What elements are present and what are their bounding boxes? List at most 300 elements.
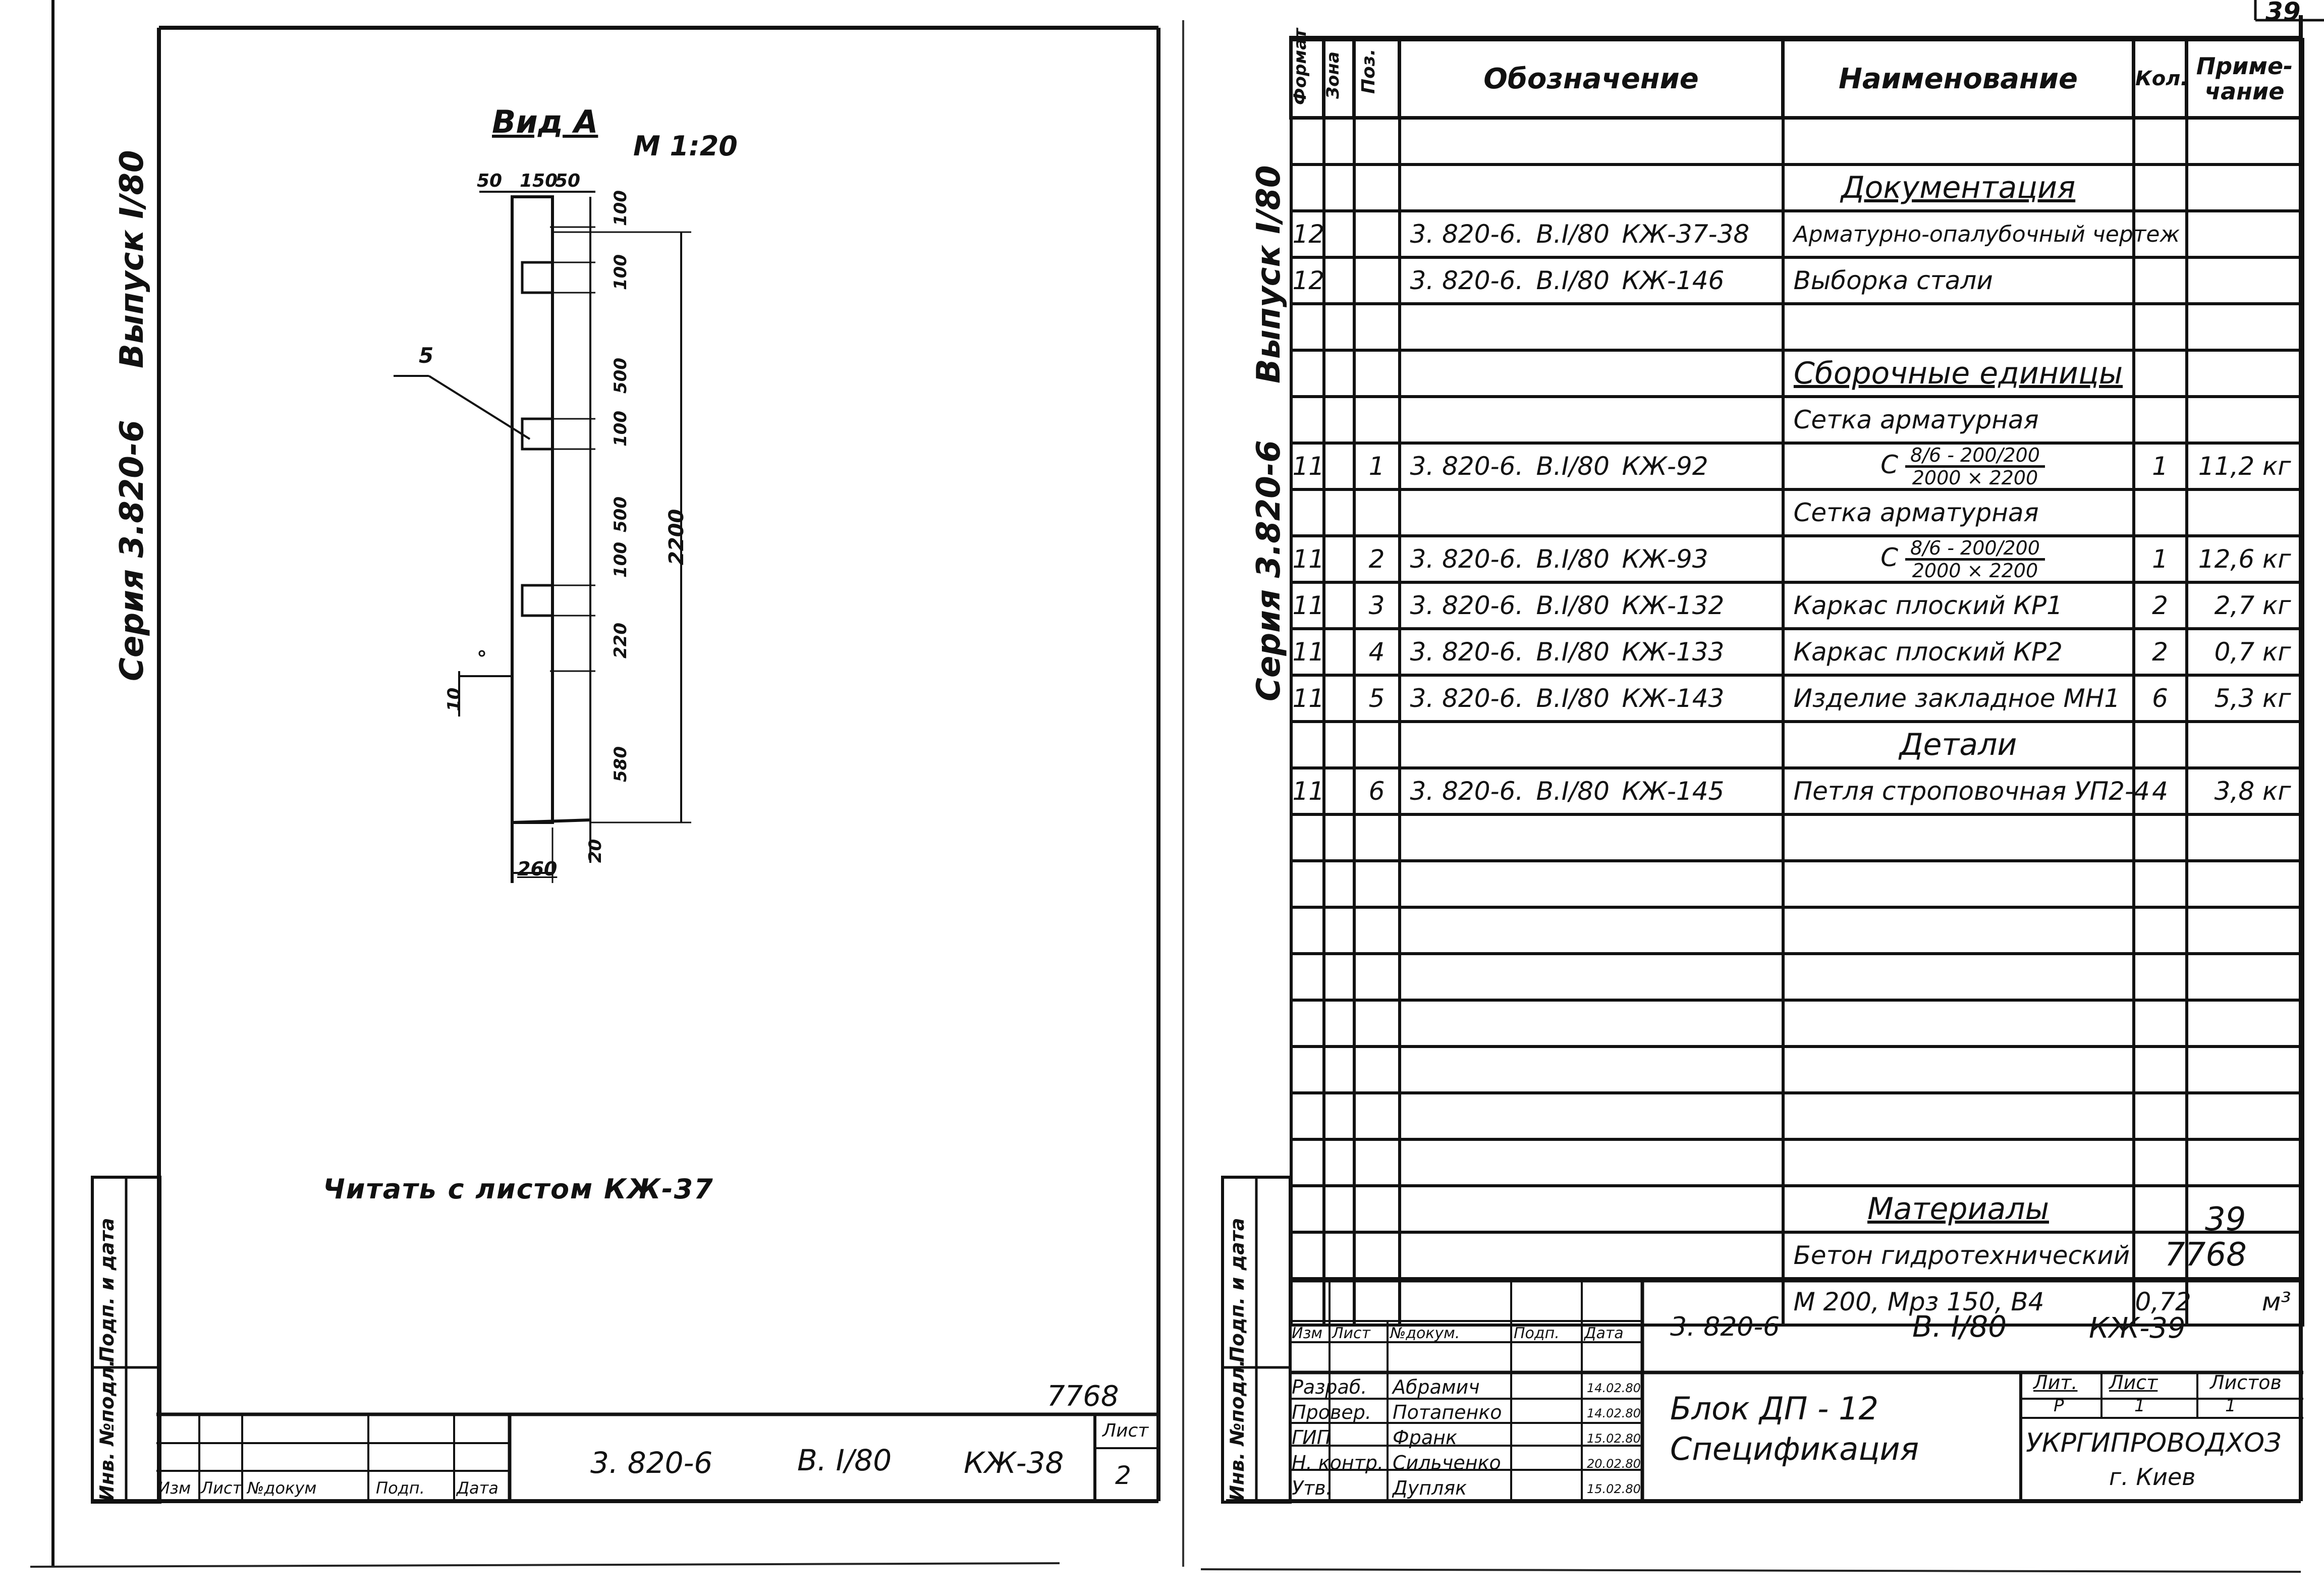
mesh-fraction-numerator: 8/6 - 200/200 [1905,445,2045,468]
empty-cell [2187,954,2303,1000]
left-stamp-issue: В. I/80 [797,1443,892,1477]
left-stamp-h-sign: Подп. [376,1478,425,1498]
note-cell: 0,7 кг [2187,629,2303,675]
person-name: Потапенко [1393,1401,1502,1423]
person-date: 14.02.80 [1587,1406,1641,1420]
name-cell: Бетон гидротехнический [1783,1232,2134,1279]
name-cell: Арматурно-опалубочный чертеж [1783,211,2134,257]
empty-cell [1400,304,1783,350]
empty-cell [1400,1186,1783,1232]
empty-cell [2187,118,2303,165]
empty-cell [1354,954,1400,1000]
spec-row [1291,1232,2303,1279]
right-series-label: Серия 3.820-6 [1250,440,1288,701]
qty-cell: 4 [2134,768,2187,814]
empty-cell [1400,1000,1783,1047]
pos-cell: 4 [1354,629,1400,675]
mesh-prefix: С [1880,450,1899,479]
empty-cell [2134,350,2187,397]
view-title: Вид А [492,103,598,140]
format-cell: 12 [1291,211,1324,257]
right-stamp-h-doc: №докум. [1390,1325,1460,1342]
empty-cell [1400,722,1783,768]
designation-cell [1400,675,1783,722]
designation-cell [1400,257,1783,304]
dim-top-3: 50 [555,171,581,191]
right-stamp-city: г. Киев [2109,1463,2196,1491]
empty-cell [1354,1093,1400,1139]
dim-right-7: 220 [611,623,631,658]
spec-row [1291,814,2303,861]
empty-cell [1354,1186,1400,1232]
section-title: Материалы [1783,1186,2134,1232]
designation-cell [1400,1232,1783,1279]
left-stamp-h-date: Дата [457,1478,499,1498]
zone-cell [1324,582,1354,629]
empty-cell [1354,118,1400,165]
right-stamp-h-sign: Подп. [1514,1325,1560,1342]
designation-code: 3. 820-6. [1410,266,1524,295]
format-cell: 11 [1291,536,1324,582]
zone-cell [1324,675,1354,722]
spec-row [1291,768,2303,814]
empty-cell [1354,1047,1400,1093]
person-date: 20.02.80 [1587,1457,1641,1471]
spec-row [1291,1139,2303,1186]
spec-row [1291,397,2303,443]
designation-cell [1400,768,1783,814]
spec-table [1289,28,2304,1327]
empty-cell [1783,1047,2134,1093]
mesh-fraction-denominator: 2000 × 2200 [1912,466,2038,489]
lit-value-lit: Р [2054,1396,2064,1416]
spec-row [1291,722,2303,768]
right-stamp-title2: Спецификация [1670,1430,1919,1467]
right-issue-label: Выпуск I/80 [1250,165,1288,383]
dim-right-2: 100 [611,254,631,290]
designation-code: 3. 820-6. [1410,684,1524,713]
designation-sheet: КЖ-146 [1622,266,1725,295]
format-cell [1291,397,1324,443]
right-stamp-h-date: Дата [1584,1325,1624,1342]
left-stamp-h-doc: №докум [247,1478,317,1498]
left-inv-label: Инв. №подл. [96,1359,118,1501]
empty-cell [2187,1047,2303,1093]
right-stamp-h-izm: Изм [1292,1325,1323,1342]
zone-cell [1324,489,1354,536]
empty-cell [1400,814,1783,861]
designation-volume: В.I/80 [1536,777,1610,806]
dim-right-6: 100 [611,542,631,578]
read-with-note: Читать с листом КЖ-37 [323,1173,714,1205]
zone-cell [1324,397,1354,443]
designation-sheet: КЖ-133 [1622,637,1725,667]
lit-header-lit: Лит. [2033,1371,2078,1394]
format-cell: 11 [1291,582,1324,629]
format-cell: 11 [1291,675,1324,722]
empty-cell [2134,907,2187,954]
qty-cell: 2 [2134,629,2187,675]
note-cell [2187,489,2303,536]
format-cell: 11 [1291,443,1324,489]
empty-cell [1324,1000,1354,1047]
qty-cell [2134,257,2187,304]
empty-cell [1291,954,1324,1000]
empty-cell [1783,118,2134,165]
qty-cell [2134,489,2187,536]
designation-volume: В.I/80 [1536,266,1610,295]
zone-cell [1324,629,1354,675]
spec-row [1291,118,2303,165]
designation-cell [1400,443,1783,489]
mesh-fraction-numerator: 8/6 - 200/200 [1905,538,2045,561]
dim-top-2: 150 [520,171,558,191]
note-cell: м³ [2187,1279,2303,1325]
corner-page-number: 39 [2265,0,2301,26]
left-series-label: Серия 3.820-6 [114,420,151,681]
spec-header-row [1291,40,2303,118]
right-stamp-h-list: Лист [1332,1325,1371,1342]
designation-sheet: КЖ-143 [1622,684,1725,713]
spec-row [1291,582,2303,629]
empty-cell [1400,954,1783,1000]
designation-sheet: КЖ-37-38 [1622,219,1750,249]
name-cell: Каркас плоский КР1 [1783,582,2134,629]
name-cell [1783,443,2134,489]
empty-cell [1354,861,1400,907]
empty-cell [1324,861,1354,907]
empty-cell [1400,164,1783,211]
empty-cell [1291,304,1324,350]
empty-cell [2187,907,2303,954]
empty-cell [1291,118,1324,165]
empty-cell [1324,1186,1354,1232]
empty-cell [1324,1139,1354,1186]
name-cell [1783,536,2134,582]
format-cell: 11 [1291,768,1324,814]
left-stamp-sheetcode: КЖ-38 [964,1446,1064,1480]
spec-row [1291,954,2303,1000]
left-stamp-sheet-num: 2 [1115,1461,1131,1490]
pos-cell [1354,1232,1400,1279]
empty-cell [1354,722,1400,768]
empty-cell [2134,1000,2187,1047]
empty-cell [1324,722,1354,768]
qty-cell: 1 [2134,443,2187,489]
designation-volume: В.I/80 [1536,219,1610,249]
empty-cell [1291,1000,1324,1047]
name-cell: Петля строповочная УП2-4 [1783,768,2134,814]
designation-sheet: КЖ-92 [1622,452,1708,481]
empty-cell [1324,954,1354,1000]
section-title: Детали [1783,722,2134,768]
empty-cell [2187,861,2303,907]
right-stamp-org: УКРГИПРОВОДХОЗ [2026,1428,2282,1458]
designation-sheet: КЖ-132 [1622,591,1725,620]
empty-cell [2134,954,2187,1000]
name-cell: Изделие закладное МН1 [1783,675,2134,722]
qty-cell: 2 [2134,582,2187,629]
header-format: Формат [1291,40,1324,118]
empty-cell [1291,164,1324,211]
right-stamp-code: 3. 820-6 [1670,1312,1780,1342]
callout-5: 5 [419,343,434,368]
empty-cell [2187,722,2303,768]
dim-right-4: 100 [611,411,631,447]
person-role: ГИП [1292,1426,1332,1449]
empty-cell [1291,861,1324,907]
empty-cell [2134,1186,2187,1232]
note-cell: 3,8 кг [2187,768,2303,814]
dim-right-3: 500 [611,358,631,394]
lit-value-sheets: 1 [2225,1396,2236,1416]
designation-sheet: КЖ-93 [1622,544,1708,574]
header-name: Наименование [1783,40,2134,118]
qty-cell: 6 [2134,675,2187,722]
pos-cell: 3 [1354,582,1400,629]
header-zone: Зона [1324,40,1354,118]
empty-cell [1783,1139,2134,1186]
spec-row [1291,536,2303,582]
empty-cell [1354,907,1400,954]
pos-cell [1354,211,1400,257]
spec-row [1291,675,2303,722]
empty-cell [2134,814,2187,861]
empty-cell [1400,1047,1783,1093]
left-stamp-h-izm: Изм [158,1478,191,1498]
view-scale: М 1:20 [633,130,738,162]
empty-cell [1783,814,2134,861]
empty-cell [1354,1000,1400,1047]
designation-cell [1400,397,1783,443]
spec-row [1291,164,2303,211]
empty-cell [2134,304,2187,350]
empty-cell [1324,814,1354,861]
empty-cell [1324,164,1354,211]
person-role: Утв. [1292,1477,1332,1499]
person-name: Сильченко [1393,1452,1501,1474]
header-qty: Кол. [2134,40,2187,118]
person-name: Дупляк [1393,1477,1467,1499]
person-date: 14.02.80 [1587,1381,1641,1395]
pos-cell: 5 [1354,675,1400,722]
note-cell [2187,211,2303,257]
person-name: Абрамич [1393,1376,1480,1398]
lit-value-sheet: 1 [2134,1396,2145,1416]
pos-cell [1354,489,1400,536]
empty-cell [1783,1093,2134,1139]
empty-cell [2134,1047,2187,1093]
left-stamp-code: 3. 820-6 [590,1446,713,1480]
empty-cell [1400,1139,1783,1186]
zone-cell [1324,443,1354,489]
designation-code: 3. 820-6. [1410,219,1524,249]
spec-row [1291,907,2303,954]
empty-cell [1291,1139,1324,1186]
empty-cell [2134,1139,2187,1186]
designation-code: 3. 820-6. [1410,452,1524,481]
right-inv-label: Инв. №подл. [1226,1359,1248,1501]
zone-cell [1324,536,1354,582]
note-cell: 5,3 кг [2187,675,2303,722]
name-cell: Сетка арматурная [1783,397,2134,443]
empty-cell [1291,350,1324,397]
lit-header-sheet: Лист [2109,1371,2158,1394]
empty-cell [2134,722,2187,768]
zone-cell [1324,257,1354,304]
left-stamp-number: 7768 [1047,1380,1119,1413]
spec-row [1291,1000,2303,1047]
mesh-prefix: С [1880,542,1899,572]
spec-row [1291,257,2303,304]
right-stamp-title1: Блок ДП - 12 [1670,1390,1878,1427]
empty-cell [1291,722,1324,768]
dim-right-5: 500 [611,497,631,532]
header-designation: Обозначение [1400,40,1783,118]
zone-cell [1324,768,1354,814]
designation-cell [1400,536,1783,582]
empty-cell [2187,1139,2303,1186]
name-cell: Выборка стали [1783,257,2134,304]
designation-code: 3. 820-6. [1410,637,1524,667]
spec-row [1291,304,2303,350]
qty-cell [2134,397,2187,443]
empty-cell [2187,814,2303,861]
designation-volume: В.I/80 [1536,637,1610,667]
spec-row [1291,489,2303,536]
empty-cell [2134,164,2187,211]
mesh-fraction-denominator: 2000 × 2200 [1912,559,2038,582]
empty-cell [1783,304,2134,350]
empty-cell [1291,1047,1324,1093]
section-title: Документация [1783,164,2134,211]
empty-cell [1400,907,1783,954]
empty-cell [1291,814,1324,861]
handwritten-7768: 7768 [2165,1236,2247,1274]
empty-cell [1783,861,2134,907]
empty-cell [1783,907,2134,954]
dim-right-1: 100 [611,190,631,226]
spec-row [1291,350,2303,397]
empty-cell [1324,1093,1354,1139]
designation-cell [1400,582,1783,629]
empty-cell [1291,1186,1324,1232]
pos-cell: 6 [1354,768,1400,814]
lit-header-sheets: Листов [2210,1371,2282,1394]
mesh-fraction [1905,538,2045,581]
empty-cell [2134,1093,2187,1139]
empty-cell [1400,118,1783,165]
empty-cell [2187,164,2303,211]
zone-cell [1324,211,1354,257]
format-cell: 11 [1291,629,1324,675]
spec-row [1291,1047,2303,1093]
spec-row [1291,629,2303,675]
name-cell: Сетка арматурная [1783,489,2134,536]
designation-code: 3. 820-6. [1410,777,1524,806]
empty-cell [2187,350,2303,397]
format-cell [1291,1232,1324,1279]
section-title: Сборочные единицы [1783,350,2134,397]
qty-cell: 0,72 [2134,1279,2187,1325]
empty-cell [1354,350,1400,397]
person-role: Разраб. [1292,1376,1367,1398]
designation-code: 3. 820-6. [1410,591,1524,620]
spec-row [1291,211,2303,257]
empty-cell [1400,861,1783,907]
empty-cell [1324,350,1354,397]
empty-cell [1291,907,1324,954]
header-pos: Поз. [1354,40,1400,118]
spec-row [1291,1093,2303,1139]
note-cell: 11,2 кг [2187,443,2303,489]
name-cell: Каркас плоский КР2 [1783,629,2134,675]
designation-volume: В.I/80 [1536,544,1610,574]
empty-cell [1324,1047,1354,1093]
empty-cell [1354,814,1400,861]
empty-cell [1400,350,1783,397]
designation-volume: В.I/80 [1536,452,1610,481]
header-note: Приме- чание [2187,40,2303,118]
person-date: 15.02.80 [1587,1482,1641,1496]
handwritten-39: 39 [2205,1201,2246,1238]
name-cell: М 200, Мрз 150, В4 [1783,1279,2134,1325]
empty-cell [1354,304,1400,350]
format-cell [1291,489,1324,536]
empty-cell [1324,907,1354,954]
dim-left-10: 10 [444,687,464,711]
spec-row [1291,1186,2303,1232]
empty-cell [2187,304,2303,350]
empty-cell [2134,118,2187,165]
empty-cell [1354,1139,1400,1186]
empty-cell [1324,304,1354,350]
designation-volume: В.I/80 [1536,591,1610,620]
note-cell [2187,257,2303,304]
mesh-fraction [1905,445,2045,488]
left-stamp-h-list: Лист [201,1478,242,1498]
right-stamp-sheetcode: КЖ-39 [2089,1312,2186,1345]
empty-cell [1400,1093,1783,1139]
spec-row [1291,443,2303,489]
dim-total: 2200 [665,509,688,565]
designation-cell [1400,629,1783,675]
left-issue-label: Выпуск I/80 [114,150,151,368]
pos-cell: 2 [1354,536,1400,582]
designation-code: 3. 820-6. [1410,544,1524,574]
left-stamp-sheet-label: Лист [1102,1420,1149,1441]
empty-cell [1291,1093,1324,1139]
designation-cell [1400,489,1783,536]
spec-row [1291,861,2303,907]
person-date: 15.02.80 [1587,1432,1641,1446]
dim-top-1: 50 [477,171,503,191]
qty-cell: 1 [2134,536,2187,582]
empty-cell [2187,1093,2303,1139]
empty-cell [1783,1000,2134,1047]
note-cell: 2,7 кг [2187,582,2303,629]
left-sign-date-label: Подп. и дата [96,1218,118,1362]
person-role: Провер. [1292,1401,1371,1423]
empty-cell [1324,118,1354,165]
person-role: Н. контр. [1292,1452,1384,1474]
empty-cell [1783,954,2134,1000]
dim-bottom-offset: 20 [585,839,605,863]
empty-cell [1354,164,1400,211]
pos-cell [1354,397,1400,443]
empty-cell [2134,861,2187,907]
pos-cell [1354,257,1400,304]
